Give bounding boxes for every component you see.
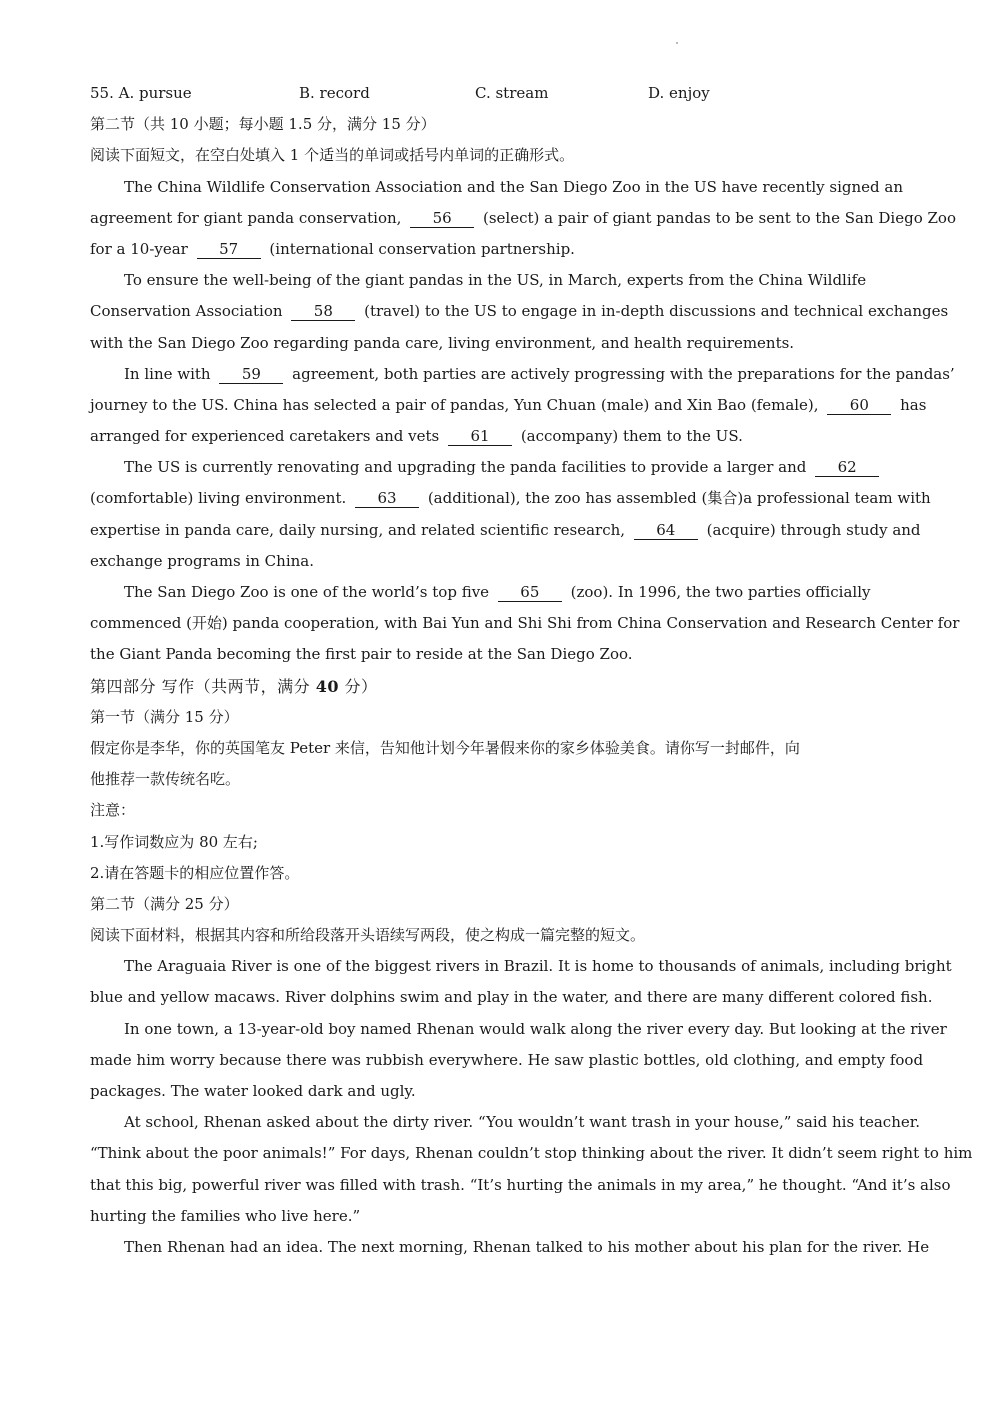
passage-text: arranged for experienced caretakers and vets xyxy=(90,427,440,446)
passage-text: (additional), the zoo has assembled (集合)a professional team with xyxy=(427,489,931,508)
story-line: packages. The water looked dark and ugly. xyxy=(90,1082,416,1100)
story-line: In one town, a 13-year-old boy named Rhenan would walk along the river every day. But looking at the river xyxy=(124,1019,947,1038)
passage-text: expertise in panda care, daily nursing, and related scientific research, xyxy=(90,520,626,539)
story-line: blue and yellow macaws. River dolphins swim and play in the water, and there are many different colored fish. xyxy=(90,988,933,1007)
passage-line xyxy=(90,359,955,390)
writing-1-prompt: 假定你是李华，你的英国笔友 Peter 来信，告知他计划今年暑假来你的家乡体验美食。请你写一封邮件，向 xyxy=(90,738,800,757)
passage-line: exchange programs in China. xyxy=(90,551,314,570)
option-c: C. stream xyxy=(475,84,549,102)
blank-60: 60 xyxy=(827,397,891,415)
passage-text: (zoo). In 1996, the two parties officially xyxy=(570,583,871,601)
story-line: made him worry because there was rubbish everywhere. He saw plastic bottles, old clothing, and empty food xyxy=(90,1050,924,1069)
writing-2-title: 第二节（满分 25 分） xyxy=(90,894,239,913)
story-line: At school, Rhenan asked about the dirty river. “You wouldn’t want trash in your house,” said his teacher. xyxy=(124,1113,921,1132)
exam-page xyxy=(90,78,973,1263)
passage-text: (international conservation partnership. xyxy=(269,239,575,258)
passage-line xyxy=(90,483,931,514)
blank-63: 63 xyxy=(355,490,419,508)
passage-text: (select) a pair of giant pandas to be sent to the San Diego Zoo xyxy=(482,208,956,227)
blank-65: 65 xyxy=(498,584,562,602)
passage-line xyxy=(90,452,905,483)
blank-57: 57 xyxy=(197,241,261,259)
section-2-title: 第二节（共 10 小题；每小题 1.5 分，满分 15 分） xyxy=(90,115,436,134)
passage-line xyxy=(90,390,927,421)
passage-text: The US is currently renovating and upgrading the panda facilities to provide a larger and xyxy=(124,458,807,477)
passage-line: commenced (开始) panda cooperation, with Bai Yun and Shi Shi from China Conservation and Research Center for xyxy=(90,614,960,633)
passage-text: agreement, both parties are actively progressing with the preparations for the pandas’ xyxy=(292,364,955,383)
passage-line xyxy=(90,234,905,265)
writing-1-note: 2.请在答题卡的相应位置作答。 xyxy=(90,863,300,882)
passage-text: journey to the US. China has selected a pair of pandas, Yun Chuan (male) and Xin Bao (female), xyxy=(90,395,819,414)
part-4-score: 40 xyxy=(315,676,339,696)
passage-text: In line with xyxy=(124,364,211,383)
blank-59: 59 xyxy=(219,366,283,384)
option-b: B. record xyxy=(299,84,370,102)
blank-61: 61 xyxy=(448,428,512,446)
story-line: that this big, powerful river was filled with trash. “It’s hurting the animals in my area,” he thought. “And it’s also xyxy=(90,1175,951,1194)
question-55-options xyxy=(90,78,905,109)
option-a: 55. A. pursue xyxy=(90,84,192,102)
scan-dot xyxy=(676,42,678,44)
story-line: hurting the families who live here.” xyxy=(90,1206,361,1225)
writing-1-title: 第一节（满分 15 分） xyxy=(90,707,239,726)
passage-text: (accompany) them to the US. xyxy=(520,427,743,446)
passage-text: has xyxy=(900,395,927,414)
blank-56: 56 xyxy=(410,210,474,228)
part-4-title xyxy=(90,671,905,702)
part-4-title-end: 分） xyxy=(344,676,378,696)
blank-64: 64 xyxy=(634,522,698,540)
passage-text: (acquire) through study and xyxy=(706,520,921,539)
writing-1-note: 1.写作词数应为 80 左右; xyxy=(90,832,258,851)
passage-text: Conservation Association xyxy=(90,302,283,321)
passage-line: To ensure the well-being of the giant pandas in the US, in March, experts from the China Wildlife xyxy=(124,271,867,290)
passage-text: for a 10-year xyxy=(90,239,188,258)
blank-62: 62 xyxy=(815,459,879,477)
writing-1-prompt: 他推荐一款传统名吃。 xyxy=(90,770,241,789)
writing-1-note-label: 注意： xyxy=(90,801,136,820)
option-d: D. enjoy xyxy=(648,84,710,102)
story-line: “Think about the poor animals!” For days, Rhenan couldn’t stop thinking about the river. It didn’t seem right to him xyxy=(90,1144,973,1163)
writing-2-instruction: 阅读下面材料，根据其内容和所给段落开头语续写两段，使之构成一篇完整的短文。 xyxy=(90,926,646,945)
passage-line xyxy=(90,421,905,452)
passage-text: (comfortable) living environment. xyxy=(90,489,347,508)
passage-line xyxy=(90,577,905,608)
passage-text: agreement for giant panda conservation, xyxy=(90,208,402,227)
passage-line: the Giant Panda becoming the first pair to reside at the San Diego Zoo. xyxy=(90,645,633,664)
passage-text: (travel) to the US to engage in in-depth discussions and technical exchanges xyxy=(364,302,949,321)
story-line: The Araguaia River is one of the biggest rivers in Brazil. It is home to thousands of animals, including bright xyxy=(124,957,952,976)
passage-line xyxy=(90,296,949,327)
passage-line: with the San Diego Zoo regarding panda care, living environment, and health requirements. xyxy=(90,333,795,352)
passage-line xyxy=(90,515,921,546)
story-line: Then Rhenan had an idea. The next morning, Rhenan talked to his mother about his plan for the river. He xyxy=(124,1237,930,1256)
part-4-title-text: 第四部分 写作（共两节，满分 xyxy=(90,676,311,696)
passage-text: The San Diego Zoo is one of the world’s top five xyxy=(124,583,490,601)
section-2-instruction: 阅读下面短文，在空白处填入 1 个适当的单词或括号内单词的正确形式。 xyxy=(90,146,575,165)
passage-line xyxy=(90,203,956,234)
blank-58: 58 xyxy=(291,303,355,321)
passage-line: The China Wildlife Conservation Association and the San Diego Zoo in the US have recently signed an xyxy=(124,177,903,196)
